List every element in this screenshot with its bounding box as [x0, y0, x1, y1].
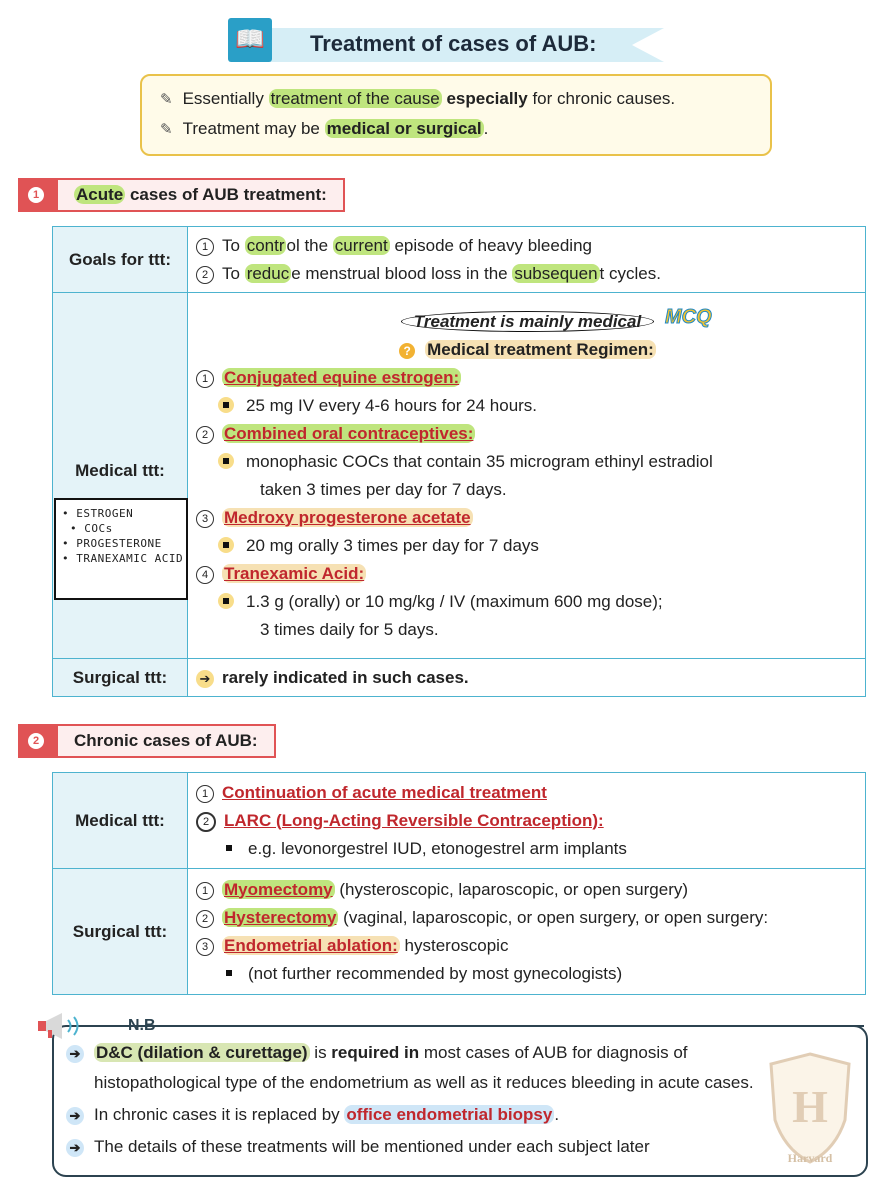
surgical-content	[188, 659, 866, 697]
page-title: Treatment of cases of AUB:	[310, 31, 597, 56]
medical-content	[188, 293, 866, 659]
arrow-icon: ➔	[196, 670, 214, 688]
regimen-title: Medical treatment Regimen:	[427, 339, 654, 359]
drug-name: Conjugated equine estrogen:	[224, 367, 460, 387]
table-row	[53, 227, 866, 293]
detail-text: 20 mg orally 3 times per day for 7 days	[246, 535, 539, 555]
procedure-detail: (hysteroscopic, laparoscopic, or open surgery)	[334, 879, 689, 899]
megaphone-icon	[36, 1012, 86, 1040]
medical-label: Medical ttt:	[53, 293, 188, 659]
drug-detail	[196, 392, 859, 420]
nb-highlight: D&C (dilation & curettage)	[96, 1043, 308, 1062]
watermark-text: Harvard	[787, 1151, 833, 1165]
procedure-detail: hysteroscopic	[399, 935, 509, 955]
drug-item	[196, 364, 859, 392]
number-circle: 2	[196, 266, 214, 284]
number-circle: 2	[196, 910, 214, 928]
nb-title: N.B	[128, 1017, 156, 1034]
medical-item	[196, 807, 859, 835]
number-circle: 2	[196, 426, 214, 444]
arrow-icon: ➔	[66, 1139, 84, 1157]
goal-item: 2 To reduc e menstrual blood loss in the subsequen t cycles.	[196, 260, 859, 288]
bullet-icon	[218, 593, 234, 609]
item-text: LARC (Long-Acting Reversible Contraception):	[224, 810, 604, 830]
nb-bold: required in	[331, 1043, 420, 1062]
detail-text: 3 times daily for 5 days.	[260, 619, 439, 639]
number-circle: 1	[196, 785, 214, 803]
number-circle: 1	[196, 370, 214, 388]
surgical-item	[196, 932, 859, 960]
acute-treatment-table	[52, 226, 866, 697]
intro-line-1	[160, 89, 675, 109]
nb-text: is	[309, 1043, 332, 1062]
detail-text: 25 mg IV every 4-6 hours for 24 hours.	[246, 395, 538, 415]
drug-detail	[196, 448, 859, 476]
intro-text: for chronic causes.	[527, 89, 676, 108]
nb-text: .	[554, 1105, 560, 1124]
nb-line: histopathological type of the endometrium as well as it reduces bleeding in acute cases.	[94, 1073, 754, 1092]
drug-detail	[196, 532, 859, 560]
section-number: 1	[28, 187, 44, 203]
drug-name: Medroxy progesterone acetate	[224, 507, 471, 527]
detail-text: 1.3 g (orally) or 10 mg/kg / IV (maximum 600 mg dose);	[246, 591, 663, 611]
table-row	[53, 773, 866, 869]
watermark-letters: H	[792, 1081, 828, 1132]
bullet-icon	[218, 453, 234, 469]
nb-line	[66, 1043, 688, 1063]
nb-text: most cases of AUB for diagnosis of	[419, 1043, 688, 1062]
nb-red-text: office endometrial biopsy	[346, 1105, 553, 1124]
number-circle: 1	[196, 882, 214, 900]
handwritten-note: • PROGESTERONE	[62, 537, 162, 550]
section-title: Chronic cases of AUB:	[56, 724, 276, 758]
section-number-badge	[18, 178, 56, 212]
arrow-icon: ➔	[66, 1107, 84, 1125]
drug-name: Tranexamic Acid:	[224, 563, 365, 583]
number-circle: 3	[196, 938, 214, 956]
drug-name: Combined oral contraceptives:	[224, 423, 474, 443]
bullet-icon	[218, 537, 234, 553]
drug-detail	[196, 588, 859, 616]
intro-highlight: treatment of the cause	[270, 89, 440, 108]
number-circle: 1	[196, 238, 214, 256]
number-circle: 2	[196, 812, 216, 832]
pencil-note-icon: ✎	[160, 91, 173, 108]
goal-item: 1 To contr ol the current episode of heavy bleeding	[196, 232, 859, 260]
medical-heading	[196, 308, 859, 336]
number-circle: 3	[196, 510, 214, 528]
nb-header	[36, 1012, 156, 1040]
section-2-header	[18, 724, 298, 758]
surgical-content	[188, 869, 866, 995]
bullet-icon	[218, 397, 234, 413]
mcq-annotation: MCQ	[665, 306, 712, 328]
bullet-icon	[226, 845, 232, 851]
section-title: Acute cases of AUB treatment:	[56, 178, 345, 212]
intro-highlight: medical or surgical	[326, 119, 482, 138]
procedure-detail: (vaginal, laparoscopic, or open surgery, or open surgery:	[338, 907, 769, 927]
question-icon: ?	[399, 343, 415, 359]
table-row	[53, 659, 866, 697]
section-number-badge	[18, 724, 56, 758]
table-row	[53, 293, 866, 659]
bullet-icon	[226, 970, 232, 976]
nb-line	[66, 1105, 559, 1125]
mainly-medical-text: Treatment is mainly medical	[401, 311, 654, 332]
number-circle: 4	[196, 566, 214, 584]
intro-text: Essentially	[182, 89, 269, 108]
chronic-treatment-table	[52, 772, 866, 995]
title-banner	[228, 18, 668, 64]
intro-bold: especially	[441, 89, 528, 108]
surgical-item	[196, 876, 859, 904]
procedure-name: Endometrial ablation:	[224, 935, 398, 955]
nb-line	[66, 1137, 650, 1157]
goals-label: Goals for ttt:	[53, 227, 188, 293]
surgical-label: Surgical ttt:	[53, 869, 188, 995]
goals-list	[188, 227, 866, 293]
section-number: 2	[28, 733, 44, 749]
harvard-watermark-logo	[765, 1050, 855, 1170]
item-text: Continuation of acute medical treatment	[222, 782, 547, 802]
nb-box	[52, 1025, 868, 1177]
intro-box	[140, 74, 772, 156]
note-text: (not further recommended by most gynecologists)	[248, 963, 623, 983]
note-row	[196, 960, 859, 988]
medical-content	[188, 773, 866, 869]
surgical-label: Surgical ttt:	[53, 659, 188, 697]
detail-text: monophasic COCs that contain 35 microgram ethinyl estradiol	[246, 451, 713, 471]
handwritten-note: • COCs	[70, 522, 113, 535]
nb-rule	[150, 1025, 864, 1027]
nb-text: In chronic cases it is replaced by	[94, 1105, 345, 1124]
medical-label: Medical ttt:	[53, 773, 188, 869]
drug-item	[196, 420, 859, 448]
intro-text: .	[483, 119, 489, 138]
detail-text: taken 3 times per day for 7 days.	[260, 479, 507, 499]
intro-text: Treatment may be	[182, 119, 325, 138]
pencil-note-icon: ✎	[160, 121, 173, 138]
arrow-icon: ➔	[66, 1045, 84, 1063]
intro-line-2	[160, 119, 488, 139]
handwritten-note-box	[54, 498, 188, 600]
section-1-header	[18, 178, 358, 212]
book-search-icon: 📖	[228, 18, 272, 62]
regimen-title-row	[196, 336, 859, 364]
example-text: e.g. levonorgestrel IUD, etonogestrel arm implants	[248, 838, 627, 858]
example-row	[196, 835, 859, 863]
nb-text: The details of these treatments will be mentioned under each subject later	[94, 1137, 650, 1156]
procedure-name: Hysterectomy	[224, 907, 337, 927]
surgical-text: rarely indicated in such cases.	[222, 667, 469, 687]
medical-item	[196, 779, 859, 807]
drug-item	[196, 504, 859, 532]
procedure-name: Myomectomy	[224, 879, 333, 899]
handwritten-note: • ESTROGEN	[62, 507, 134, 520]
surgical-item	[196, 904, 859, 932]
drug-item	[196, 560, 859, 588]
handwritten-note: • TRANEXAMIC ACID	[62, 552, 184, 565]
table-row	[53, 869, 866, 995]
